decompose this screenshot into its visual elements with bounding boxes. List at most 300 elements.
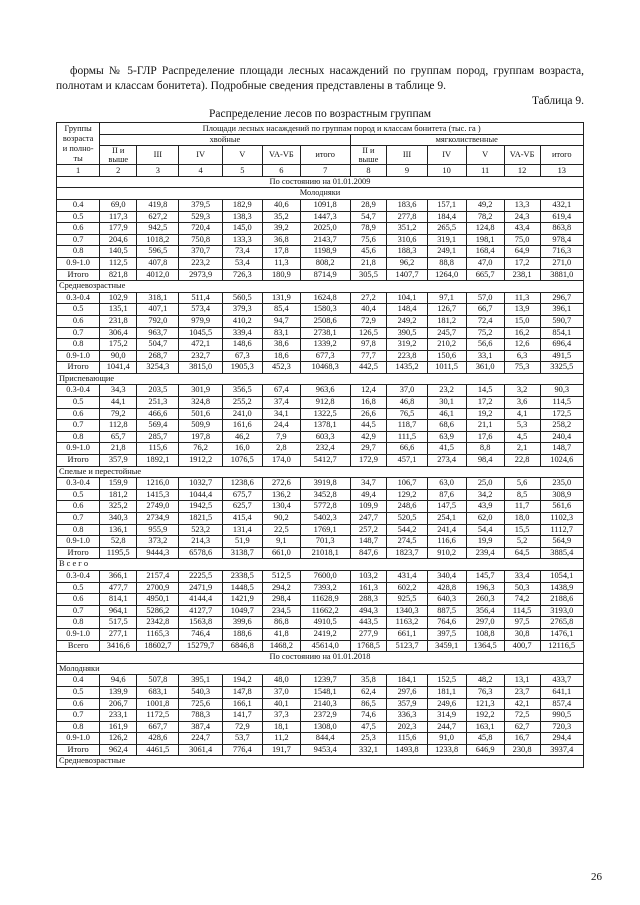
table-cell: 452,3 — [262, 362, 300, 374]
table-cell: 19,9 — [466, 536, 504, 548]
table-cell: 138,3 — [222, 211, 262, 223]
table-cell: 72,9 — [222, 721, 262, 733]
table-cell: 10468,3 — [300, 362, 350, 374]
table-cell: 6,3 — [504, 350, 540, 362]
table-cell: 65,7 — [100, 431, 137, 443]
row-label: 0.6 — [57, 223, 100, 235]
table-cell: 3459,1 — [427, 640, 466, 652]
table-cell: 1942,5 — [179, 501, 222, 513]
table-cell: 172,9 — [350, 455, 387, 467]
table-cell: 2342,8 — [137, 617, 179, 629]
table-cell: 314,9 — [427, 710, 466, 722]
table-row — [57, 733, 584, 745]
table-cell: 254,1 — [427, 513, 466, 525]
table-cell: 2225,5 — [179, 570, 222, 582]
table-cell: 544,2 — [387, 524, 427, 536]
group-heading: Спелые и перестойные — [57, 466, 584, 478]
table-cell: 1001,8 — [137, 698, 179, 710]
table-cell: 18,1 — [262, 721, 300, 733]
table-row — [57, 350, 584, 362]
table-cell: 294,2 — [262, 582, 300, 594]
table-cell: 11,2 — [262, 733, 300, 745]
table-cell: 2734,9 — [137, 513, 179, 525]
table-cell: 121,3 — [466, 698, 504, 710]
table-cell: 1340,3 — [387, 605, 427, 617]
table-cell: 78,2 — [466, 211, 504, 223]
table-cell: 118,7 — [387, 420, 427, 432]
group-heading: Приспевающие — [57, 373, 584, 385]
table-cell: 64,5 — [504, 547, 540, 559]
table-cell: 1018,2 — [137, 234, 179, 246]
table-cell: 214,3 — [179, 536, 222, 548]
table-cell: 141,7 — [222, 710, 262, 722]
table-cell: 231,8 — [100, 315, 137, 327]
table-cell: 3919,8 — [300, 478, 350, 490]
table-cell: 11628,9 — [300, 594, 350, 606]
table-cell: 224,7 — [179, 733, 222, 745]
table-cell: 1112,7 — [540, 524, 583, 536]
table-cell: 788,3 — [179, 710, 222, 722]
table-cell: 258,2 — [540, 420, 583, 432]
table-cell: 97,1 — [427, 292, 466, 304]
table-cell: 1163,2 — [387, 617, 427, 629]
table-cell: 72,5 — [504, 710, 540, 722]
header-conifer: хвойные — [100, 134, 350, 146]
header-deciduous: мягколиственные — [350, 134, 584, 146]
table-cell: 1198,9 — [300, 246, 350, 258]
table-cell: 240,4 — [540, 431, 583, 443]
table-cell: 181,1 — [427, 686, 466, 698]
table-row — [57, 211, 584, 223]
table-cell: 106,7 — [387, 478, 427, 490]
table-cell: 18,6 — [262, 350, 300, 362]
table-cell: 19,2 — [466, 408, 504, 420]
table-cell: 725,6 — [179, 698, 222, 710]
table-cell: 75,0 — [504, 234, 540, 246]
table-cell: 9444,3 — [137, 547, 179, 559]
table-cell: 112,5 — [100, 257, 137, 269]
table-cell: 1102,3 — [540, 513, 583, 525]
header-class-cell: IV — [427, 146, 466, 165]
table-cell: 2372,9 — [300, 710, 350, 722]
table-cell: 180,9 — [262, 269, 300, 281]
table-cell: 277,1 — [100, 628, 137, 640]
table-cell: 1239,7 — [300, 675, 350, 687]
table-cell: 25,0 — [466, 478, 504, 490]
table-row — [57, 339, 584, 351]
table-cell: 1045,5 — [179, 327, 222, 339]
table-cell: 3416,6 — [100, 640, 137, 652]
table-row — [57, 443, 584, 455]
table-cell: 136,1 — [100, 524, 137, 536]
table-cell: 2738,1 — [300, 327, 350, 339]
table-cell: 66,6 — [387, 443, 427, 455]
table-row — [57, 385, 584, 397]
table-cell: 210,2 — [427, 339, 466, 351]
table-cell: 13,1 — [504, 675, 540, 687]
table-cell: 3881,0 — [540, 269, 583, 281]
table-cell: 126,2 — [100, 733, 137, 745]
table-cell: 665,7 — [466, 269, 504, 281]
table-cell: 410,2 — [222, 315, 262, 327]
table-cell: 223,2 — [179, 257, 222, 269]
table-cell: 37,4 — [262, 397, 300, 409]
table-cell: 67,4 — [262, 385, 300, 397]
table-cell: 419,8 — [137, 199, 179, 211]
table-cell: 5,6 — [504, 478, 540, 490]
table-cell: 23,7 — [504, 686, 540, 698]
table-number: Таблица 9. — [531, 95, 584, 107]
table-cell: 48,0 — [262, 675, 300, 687]
table-row — [57, 686, 584, 698]
table-cell: 5412,7 — [300, 455, 350, 467]
table-cell: 90,3 — [540, 385, 583, 397]
table-row — [57, 698, 584, 710]
table-cell: 74,2 — [504, 594, 540, 606]
table-cell: 428,6 — [137, 733, 179, 745]
table-cell: 94,7 — [262, 315, 300, 327]
table-cell: 53,4 — [222, 257, 262, 269]
table-cell: 172,5 — [540, 408, 583, 420]
table-cell: 181,2 — [100, 489, 137, 501]
table-cell: 520,5 — [387, 513, 427, 525]
table-cell: 2419,2 — [300, 628, 350, 640]
table-cell: 18,0 — [504, 513, 540, 525]
table-cell: 78,9 — [350, 223, 387, 235]
row-label: 0.5 — [57, 397, 100, 409]
table-cell: 336,3 — [387, 710, 427, 722]
table-cell: 1216,0 — [137, 478, 179, 490]
row-label: 0.6 — [57, 698, 100, 710]
table-cell: 274,5 — [387, 536, 427, 548]
table-cell: 351,2 — [387, 223, 427, 235]
table-cell: 30,1 — [427, 397, 466, 409]
table-cell: 573,4 — [179, 304, 222, 316]
header-group-column: Группы возраста и полно- ты — [57, 123, 100, 165]
table-cell: 8,8 — [466, 443, 504, 455]
table-cell: 507,8 — [137, 675, 179, 687]
table-cell: 1364,5 — [466, 640, 504, 652]
table-cell: 3193,0 — [540, 605, 583, 617]
row-label: 0.3-0.4 — [57, 570, 100, 582]
table-cell: 17,2 — [466, 397, 504, 409]
table-cell: 1049,7 — [222, 605, 262, 617]
header-number-cell: 8 — [350, 165, 387, 177]
table-cell: 66,7 — [466, 304, 504, 316]
table-cell: 3885,4 — [540, 547, 583, 559]
table-cell: 148,7 — [540, 443, 583, 455]
table-cell: 1448,5 — [222, 582, 262, 594]
table-cell: 62,0 — [466, 513, 504, 525]
table-row — [57, 605, 584, 617]
table-cell: 2143,7 — [300, 234, 350, 246]
table-cell: 857,4 — [540, 698, 583, 710]
table-cell: 7393,2 — [300, 582, 350, 594]
table-cell: 39,2 — [262, 223, 300, 235]
table-cell: 701,3 — [300, 536, 350, 548]
table-cell: 77,7 — [350, 350, 387, 362]
table-cell: 26,6 — [350, 408, 387, 420]
table-cell: 34,2 — [466, 489, 504, 501]
table-cell: 4,1 — [504, 408, 540, 420]
table-cell: 16,2 — [504, 327, 540, 339]
table-cell: 14,5 — [466, 385, 504, 397]
table-cell: 1421,9 — [222, 594, 262, 606]
table-cell: 17,6 — [466, 431, 504, 443]
table-cell: 457,1 — [387, 455, 427, 467]
header-numbers-row — [57, 165, 584, 177]
table-cell: 1912,2 — [179, 455, 222, 467]
page — [56, 64, 584, 768]
row-label: 0.9-1.0 — [57, 443, 100, 455]
table-cell: 159,9 — [100, 478, 137, 490]
table-cell: 114,5 — [504, 605, 540, 617]
table-cell: 1563,8 — [179, 617, 222, 629]
table-cell: 962,4 — [100, 744, 137, 756]
row-label: 0.7 — [57, 513, 100, 525]
table-cell: 188,6 — [222, 628, 262, 640]
table-cell: 241,0 — [222, 408, 262, 420]
table-cell: 661,1 — [387, 628, 427, 640]
table-cell: 677,3 — [300, 350, 350, 362]
table-cell: 726,3 — [222, 269, 262, 281]
table-cell: 76,2 — [179, 443, 222, 455]
table-cell: 248,6 — [387, 501, 427, 513]
table-cell: 4,5 — [504, 431, 540, 443]
table-row — [57, 721, 584, 733]
table-cell: 1032,7 — [179, 478, 222, 490]
table-cell: 271,0 — [540, 257, 583, 269]
table-cell: 184,4 — [427, 211, 466, 223]
table-cell: 1165,3 — [137, 628, 179, 640]
header-class-cell: V — [466, 146, 504, 165]
table-cell: 47,0 — [466, 257, 504, 269]
table-cell: 847,6 — [350, 547, 387, 559]
table-cell: 1447,3 — [300, 211, 350, 223]
table-cell: 339,4 — [222, 327, 262, 339]
table-cell: 277,8 — [387, 211, 427, 223]
table-cell: 310,6 — [387, 234, 427, 246]
table-cell: 75,6 — [350, 234, 387, 246]
table-cell: 2508,6 — [300, 315, 350, 327]
row-label: 0.7 — [57, 605, 100, 617]
table-cell: 85,4 — [262, 304, 300, 316]
table-row — [57, 513, 584, 525]
table-cell: 49,2 — [466, 199, 504, 211]
table-cell: 397,5 — [427, 628, 466, 640]
section-heading: По состоянию на 01.01.2018 — [57, 652, 584, 664]
table-cell: 433,7 — [540, 675, 583, 687]
row-label: 0.7 — [57, 420, 100, 432]
table-cell: 12116,5 — [540, 640, 583, 652]
table-cell: 627,2 — [137, 211, 179, 223]
table-cell: 11,7 — [504, 501, 540, 513]
row-label: 0.5 — [57, 582, 100, 594]
table-row — [57, 617, 584, 629]
table-cell: 1823,7 — [387, 547, 427, 559]
table-cell: 1308,0 — [300, 721, 350, 733]
table-cell: 1195,5 — [100, 547, 137, 559]
table-cell: 1322,5 — [300, 408, 350, 420]
table-cell: 1076,5 — [222, 455, 262, 467]
table-cell: 379,3 — [222, 304, 262, 316]
group-heading: В с е г о — [57, 559, 584, 571]
table-cell: 198,1 — [466, 234, 504, 246]
table-cell: 35,2 — [262, 211, 300, 223]
table-cell: 44,1 — [100, 397, 137, 409]
table-cell: 194,2 — [222, 675, 262, 687]
header-class-cell: II и выше — [100, 146, 137, 165]
header-class-cell: VA-VБ — [262, 146, 300, 165]
row-label: 0.6 — [57, 594, 100, 606]
table-cell: 148,6 — [222, 339, 262, 351]
table-cell: 442,5 — [350, 362, 387, 374]
table-cell: 407,8 — [137, 257, 179, 269]
table-cell: 175,2 — [100, 339, 137, 351]
table-cell: 131,4 — [222, 524, 262, 536]
table-cell: 140,5 — [100, 246, 137, 258]
table-cell: 76,5 — [387, 408, 427, 420]
table-cell: 230,8 — [504, 744, 540, 756]
table-cell: 109,9 — [350, 501, 387, 513]
table-cell: 265,5 — [427, 223, 466, 235]
table-cell: 887,5 — [427, 605, 466, 617]
row-label: Итого — [57, 362, 100, 374]
table-cell: 244,7 — [427, 721, 466, 733]
table-cell: 249,6 — [427, 698, 466, 710]
page-number: 26 — [591, 871, 602, 883]
table-cell: 942,5 — [137, 223, 179, 235]
table-cell: 640,3 — [427, 594, 466, 606]
table-cell: 94,6 — [100, 675, 137, 687]
table-cell: 297,6 — [387, 686, 427, 698]
table-cell: 4144,4 — [179, 594, 222, 606]
table-cell: 5123,7 — [387, 640, 427, 652]
table-cell: 104,1 — [387, 292, 427, 304]
row-label: 0.5 — [57, 686, 100, 698]
header-number-cell: 2 — [100, 165, 137, 177]
table-cell: 396,1 — [540, 304, 583, 316]
row-label: Всего — [57, 640, 100, 652]
table-cell: 1024,6 — [540, 455, 583, 467]
table-cell: 1468,2 — [262, 640, 300, 652]
table-cell: 168,4 — [466, 246, 504, 258]
table-cell: 1548,1 — [300, 686, 350, 698]
table-cell: 135,1 — [100, 304, 137, 316]
table-cell: 990,5 — [540, 710, 583, 722]
table-cell: 133,3 — [222, 234, 262, 246]
table-cell: 625,7 — [222, 501, 262, 513]
table-cell: 29,7 — [350, 443, 387, 455]
table-cell: 1624,8 — [300, 292, 350, 304]
table-cell: 56,6 — [466, 339, 504, 351]
header-number-cell: 12 — [504, 165, 540, 177]
table-cell: 249,2 — [387, 315, 427, 327]
table-cell: 1435,2 — [387, 362, 427, 374]
row-label: 0.5 — [57, 489, 100, 501]
table-cell: 174,0 — [262, 455, 300, 467]
row-label: Итого — [57, 269, 100, 281]
header-span-title: Площади лесных насаждений по группам пород и классам бонитета (тыс. га ) — [100, 123, 584, 135]
table-row — [57, 234, 584, 246]
table-cell: 24,3 — [504, 211, 540, 223]
table-cell: 43,9 — [466, 501, 504, 513]
table-cell: 569,4 — [137, 420, 179, 432]
table-cell: 3138,7 — [222, 547, 262, 559]
table-cell: 4950,1 — [137, 594, 179, 606]
table-cell: 255,2 — [222, 397, 262, 409]
table-cell: 808,2 — [300, 257, 350, 269]
table-cell: 641,1 — [540, 686, 583, 698]
table-cell: 63,0 — [427, 478, 466, 490]
table-cell: 130,4 — [262, 501, 300, 513]
table-cell: 602,2 — [387, 582, 427, 594]
table-cell: 5,2 — [504, 536, 540, 548]
table-cell: 2338,5 — [222, 570, 262, 582]
table-cell: 912,8 — [300, 397, 350, 409]
table-cell: 86,5 — [350, 698, 387, 710]
table-cell: 277,9 — [350, 628, 387, 640]
table-cell: 2,8 — [262, 443, 300, 455]
header-number-cell: 10 — [427, 165, 466, 177]
row-label: 0.8 — [57, 246, 100, 258]
table-cell: 15,0 — [504, 315, 540, 327]
table-title: Распределение лесов по возрастным группам — [208, 108, 432, 120]
table-cell: 48,2 — [466, 675, 504, 687]
table-cell: 814,1 — [100, 594, 137, 606]
table-cell: 45614,0 — [300, 640, 350, 652]
table-cell: 51,9 — [222, 536, 262, 548]
table-cell: 325,2 — [100, 501, 137, 513]
table-cell: 97,8 — [350, 339, 387, 351]
table-cell: 399,6 — [222, 617, 262, 629]
table-cell: 273,4 — [427, 455, 466, 467]
table-cell: 1238,6 — [222, 478, 262, 490]
row-label: Итого — [57, 547, 100, 559]
table-cell: 233,1 — [100, 710, 137, 722]
table-cell: 11662,2 — [300, 605, 350, 617]
table-cell: 75,3 — [504, 362, 540, 374]
table-cell: 683,1 — [137, 686, 179, 698]
table-cell: 232,7 — [179, 350, 222, 362]
table-row — [57, 420, 584, 432]
table-cell: 1407,7 — [387, 269, 427, 281]
table-cell: 157,1 — [427, 199, 466, 211]
table-cell: 54,7 — [350, 211, 387, 223]
table-cell: 963,6 — [300, 385, 350, 397]
table-cell: 356,4 — [466, 605, 504, 617]
table-cell: 746,4 — [179, 628, 222, 640]
table-cell: 1493,8 — [387, 744, 427, 756]
table-cell: 561,6 — [540, 501, 583, 513]
header-class-cell: итого — [300, 146, 350, 165]
table-cell: 2700,9 — [137, 582, 179, 594]
table-cell: 501,6 — [179, 408, 222, 420]
section-heading: По состоянию на 01.01.2009 — [57, 176, 584, 188]
intro-paragraph: формы № 5-ГЛР Распределение площади лесных насаждений по группам пород, группам возраста, полнотам и классам бонитета). Подробные сведения представлены в таблице 9. — [56, 65, 584, 92]
table-cell: 126,5 — [350, 327, 387, 339]
table-cell: 5,3 — [504, 420, 540, 432]
row-label: 0.9-1.0 — [57, 350, 100, 362]
table-cell: 5286,2 — [137, 605, 179, 617]
table-cell: 62,4 — [350, 686, 387, 698]
table-cell: 36,8 — [262, 234, 300, 246]
table-cell: 247,7 — [350, 513, 387, 525]
table-cell: 764,6 — [427, 617, 466, 629]
table-cell: 854,1 — [540, 327, 583, 339]
table-cell: 42,9 — [350, 431, 387, 443]
table-cell: 540,3 — [179, 686, 222, 698]
